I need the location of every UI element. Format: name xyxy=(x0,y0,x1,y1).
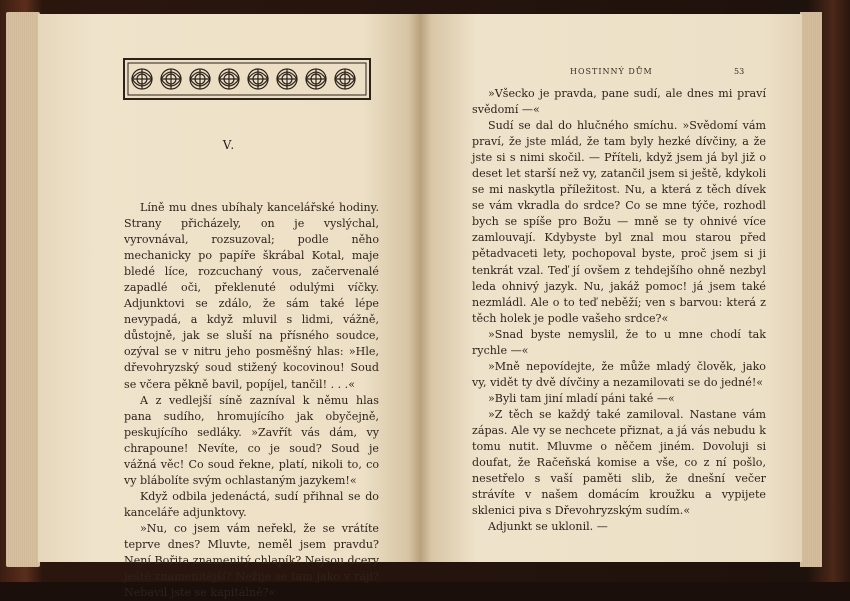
paragraph: Adjunkt se uklonil. — xyxy=(488,520,608,534)
paragraph: Líně mu dnes ubíhaly kancelářské hodiny. Strany přicházely, on je vyslýchal, vyrovnával, rozsuzoval; podle něho mechanicky po papíře škrábal Kotal, maje bledé líce, rozcuchaný vous, začervenalé zapadlé oči, překlenuté odulými víčky. Adjunktovi se zdálo, že sám také lépe nevypadá, a když mluvil s lidmi, vážně, důstojně, jak se sluší na přísného soudce, ozýval se v nitru jeho posměšný hlas: »Hle, dřevohryzský soud stižený kocovinou! Soud se včera pěkně bavil, popíjel, tančil! . . .« xyxy=(124,201,379,391)
paragraph: »Všecko je pravda, pane sudí, ale dnes mi praví svědomí —« xyxy=(472,87,766,117)
paragraph: A z vedlejší síně zazníval k němu hlas pana sudího, hromujícího jak obyčejně, peskujícího sedláky. »Zavřít vás dám, vy chrapoune! Nevíte, co je soud? Soud je vážná věc! Co soud řekne, platí, nikoli to, co vy blábolíte svým ochlastaným jazykem!« xyxy=(124,393,379,487)
left-page-text xyxy=(124,200,379,601)
paragraph: »Mně nepovídejte, že může mladý člověk, jako vy, vidět ty dvě dívčiny a nezamilovati se do jedné!« xyxy=(472,359,766,389)
ornament-pattern-icon xyxy=(125,60,369,98)
page-edges-right xyxy=(800,12,822,567)
page-number: 53 xyxy=(734,67,745,76)
right-page xyxy=(420,14,802,562)
paragraph: »Nu, co jsem vám neřekl, že se vrátíte teprve dnes? Mluvte, neměl jsem pravdu? Není Bořita znamenitý chlapík? Nejsou dcery ještě znamenitější? Nežije se tam jako v ráji? Nebavil jste se kapitálně?« xyxy=(124,521,379,600)
running-head: HOSTINNÝ DŮM xyxy=(570,67,653,76)
left-page xyxy=(38,14,420,600)
chapter-ornament xyxy=(123,58,371,100)
paragraph: Sudí se dal do hlučného smíchu. »Svědomí vám praví, že jste mlád, že tam byly hezké dívčiny, a že jste si s nimi skočil. — Příteli, když jsem já byl již o deset let starší než vy, zatančil jsem si ještě, kdykoli se mi naskytla příležitost. Nu, a která z těch dívek se vám vkradla do srdce? Co se mne týče, rozhodl bych se spíše pro Božu — mně se ty ohnivé více zamlouvají. Kdybyste byl znal mou starou před pětadvaceti lety, pochopoval byste, proč jsem si ji tenkrát vzal. Teď jí ovšem z tehdejšího ohně nezbyl leda ohnivý jazyk. Nu, jakáž pomoc! já jsem také nezmládl. Ale o to teď neběží; ven s barvou: která z těch holek je podle vašeho srdce?« xyxy=(472,119,766,325)
paragraph: Když odbila jedenáctá, sudí přihnal se do kanceláře adjunktovy. xyxy=(124,489,379,519)
page-edges-left xyxy=(6,12,40,567)
paragraph: »Byli tam jiní mladí páni také —« xyxy=(488,391,675,405)
paragraph: »Snad byste nemyslil, že to u mne chodí tak rychle —« xyxy=(472,327,766,357)
chapter-number: V. xyxy=(222,138,236,152)
right-page-text xyxy=(472,86,766,535)
paragraph: »Z těch se každý také zamiloval. Nastane vám zápas. Ale vy se nechcete přiznat, a já vás nebudu k tomu nutit. Mluvme o něčem jiném. Dovoluji si doufat, že Račeňská komise a vše, co z ní pošlo, nesetřelo s vaší paměti slib, že dnešní večer strávíte v našem domácím kroužku a vypijete sklenici piva s Dřevohryzským sudím.« xyxy=(472,407,766,518)
